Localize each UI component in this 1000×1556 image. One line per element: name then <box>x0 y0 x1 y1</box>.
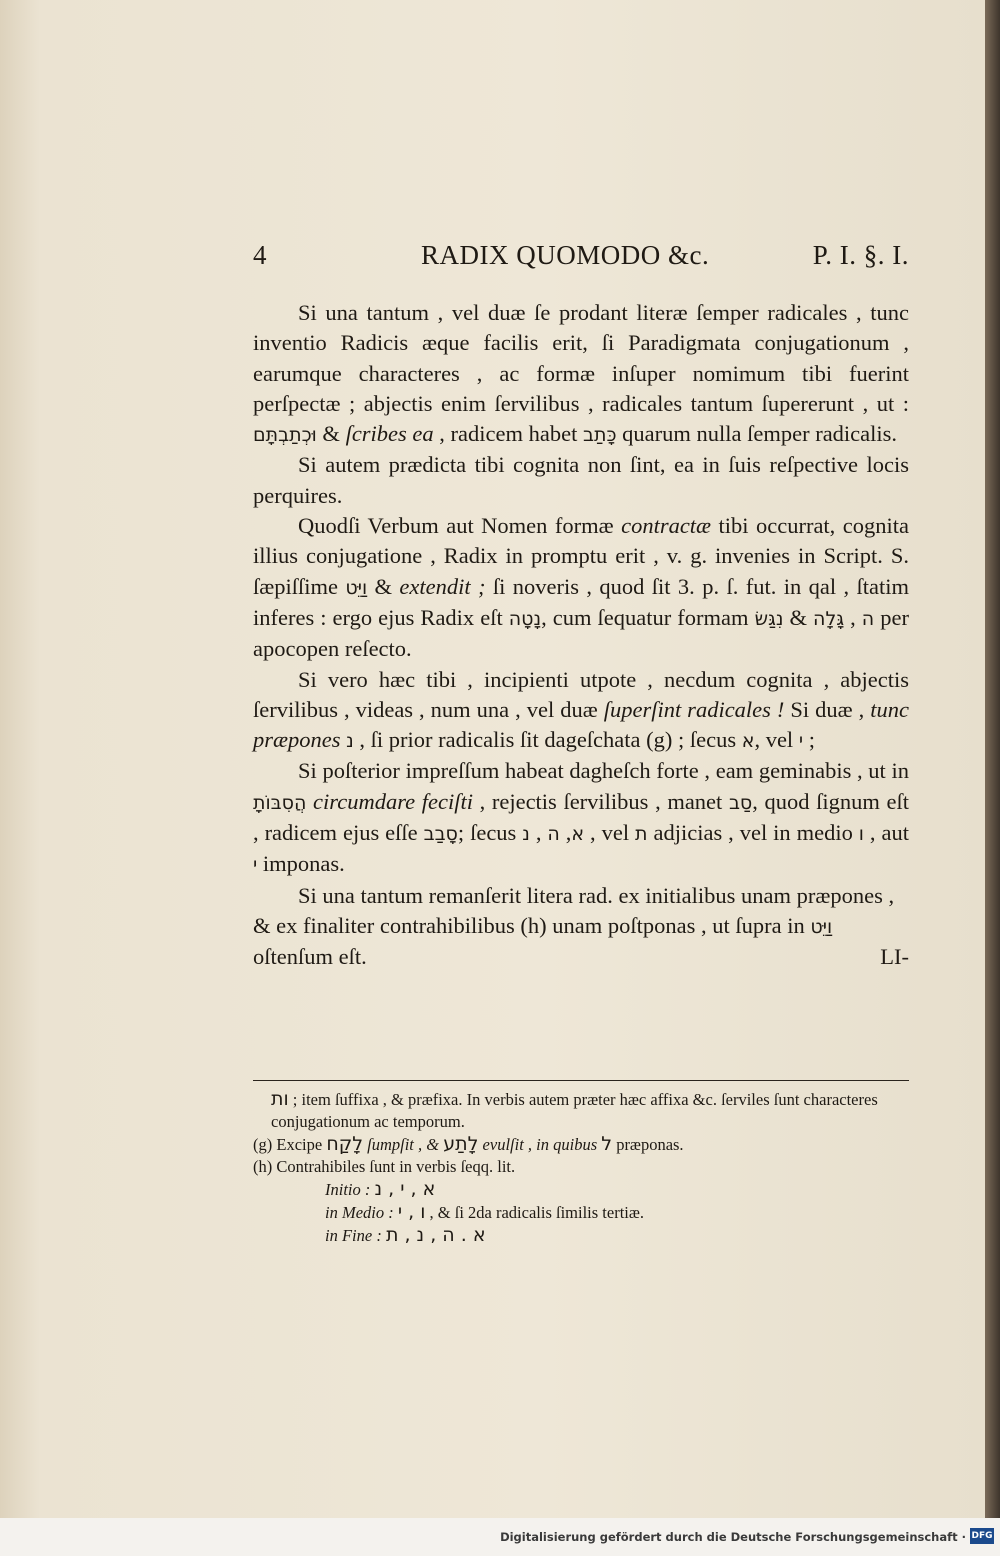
hebrew-letter: ו <box>858 823 864 846</box>
section-reference: P. I. §. I. <box>812 240 909 270</box>
footnotes <box>253 1088 909 1247</box>
hebrew-letter: י <box>253 854 258 877</box>
hebrew-letter: ת <box>635 823 648 846</box>
footnote-h-medio: in Medio : ו , י , & ſi 2da radicalis ſimilis tertiæ. <box>325 1201 644 1223</box>
italic-phrase: tunc præpones <box>253 696 909 753</box>
hebrew-word: הֲסִבּוֹתָ <box>253 791 307 814</box>
hebrew-word: סָבַב <box>423 823 458 846</box>
paragraph-4: Si vero hæc tibi , incipienti utpote , necdum cognita , abjectis ſervilibus , videas , num una , vel duæ ſuperſint radicales ! Si duæ , tunc præpones נ , ſi prior radicalis ſit dageſchata (g) ; ſecus א, vel י ; <box>253 666 909 753</box>
page-edge <box>985 0 1000 1518</box>
hebrew-word: וּכְתַבְתָּם <box>253 424 317 447</box>
paragraph-3: Quodſi Verbum aut Nomen formæ contractæ tibi occurrat, cognita illius conjugatione , Radix in promptu erit , v. g. invenies in Script. S. ſæpiſſime וַיֵּט & extendit ; ſi noveris , quod ſit 3. p. ſ. fut. in qal , ſtatim inferes : ergo ejus Radix eſt נָטָה, cum ſequatur formam נִגַּשׂ & גָּלָה , ה per apocopen reſecto. <box>253 513 909 662</box>
paragraph-6: Si una tantum remanſerit litera rad. ex initialibus unam præpones , & ex finaliter contrahibilibus (h) unam poſtponas , ut ſupra in וַיֵּט oſtenſum eſt. LI- <box>253 881 909 973</box>
hebrew-word: גָּלָה <box>813 607 845 630</box>
digitization-credit: Digitalisierung gefördert durch die Deutsche Forschungsgemeinschaft · <box>500 1530 966 1544</box>
running-title: RADIX QUOMODO &c. <box>421 240 710 270</box>
footnote-f-continued: ות ; item ſuffixa , & præfixa. In verbis autem præter hæc affixa &c. ſerviles ſunt characteres conjugationum ac temporum. <box>271 1088 878 1131</box>
hebrew-word: נִגַּשׂ <box>754 607 784 630</box>
hebrew-word: וַיֵּט <box>345 576 368 599</box>
hebrew-word: סַב <box>728 791 753 814</box>
hebrew-letter: ה <box>547 823 560 846</box>
footnote-h: (h) Contrahibiles ſunt in verbis ſeqq. lit. <box>253 1157 516 1176</box>
catchword: LI- <box>880 944 909 970</box>
italic-gloss: circumdare feciſti <box>313 788 473 814</box>
footnote-h-initio: Initio : א , י , נ <box>325 1178 436 1200</box>
footnote-g: (g) Excipe לָקַח ſumpſit , & לָתַע evulſit , in quibus ל præponas. <box>253 1133 684 1155</box>
running-header <box>253 240 909 280</box>
footnote-h-fine: in Fine : א . ה , נ , ת <box>325 1224 486 1246</box>
hebrew-letter: ה <box>861 607 875 630</box>
paragraph-2: Si autem prædicta tibi cognita non ſint, ea in ſuis reſpective locis perquires. <box>253 452 909 508</box>
hebrew-letter: א <box>571 823 585 846</box>
hebrew-word: נָטָה <box>508 607 542 630</box>
hebrew-letter: א <box>741 730 755 753</box>
italic-gloss: extendit ; <box>399 573 486 599</box>
main-text <box>253 298 909 973</box>
italic-gloss: ſcribes ea <box>345 421 434 447</box>
paragraph-5: Si poſterior impreſſum habeat dagheſch forte , eam geminabis , ut in הֲסִבּוֹתָ circumdare feciſti , rejectis ſervilibus , manet סַב, quod ſignum eſt , radicem ejus eſſe סָבַב; ſecus א, ה , נ , vel ת adjicias , vel in medio ו , aut י imponas. <box>253 758 910 877</box>
page-number: 4 <box>253 240 267 270</box>
italic-phrase: ſuperſint radicales ! <box>603 696 785 722</box>
footnote-rule <box>253 1080 909 1081</box>
paragraph-1: Si una tantum , vel duæ ſe prodant literæ ſemper radicales , tunc inventio Radicis æque facilis erit, ſi Paradigmata conjugationum , earumque characteres , ac formæ inſuper nomimum tibi fuerint perſpectæ ; abjectis enim ſervilibus , radicales tantum ſupererunt , ut : וּכְתַבְתָּם & ſcribes ea , radicem habet כָּתַב quarum nulla ſemper radicalis. <box>253 300 909 447</box>
hebrew-letter: נ <box>346 730 354 753</box>
italic-term: contractæ <box>621 513 712 539</box>
dfg-logo-icon: DFG <box>970 1528 994 1544</box>
hebrew-letter: נ <box>522 823 530 846</box>
hebrew-word: וַיֵּט <box>810 915 833 938</box>
hebrew-letter: י <box>798 730 804 753</box>
hebrew-word: כָּתַב <box>582 424 617 447</box>
